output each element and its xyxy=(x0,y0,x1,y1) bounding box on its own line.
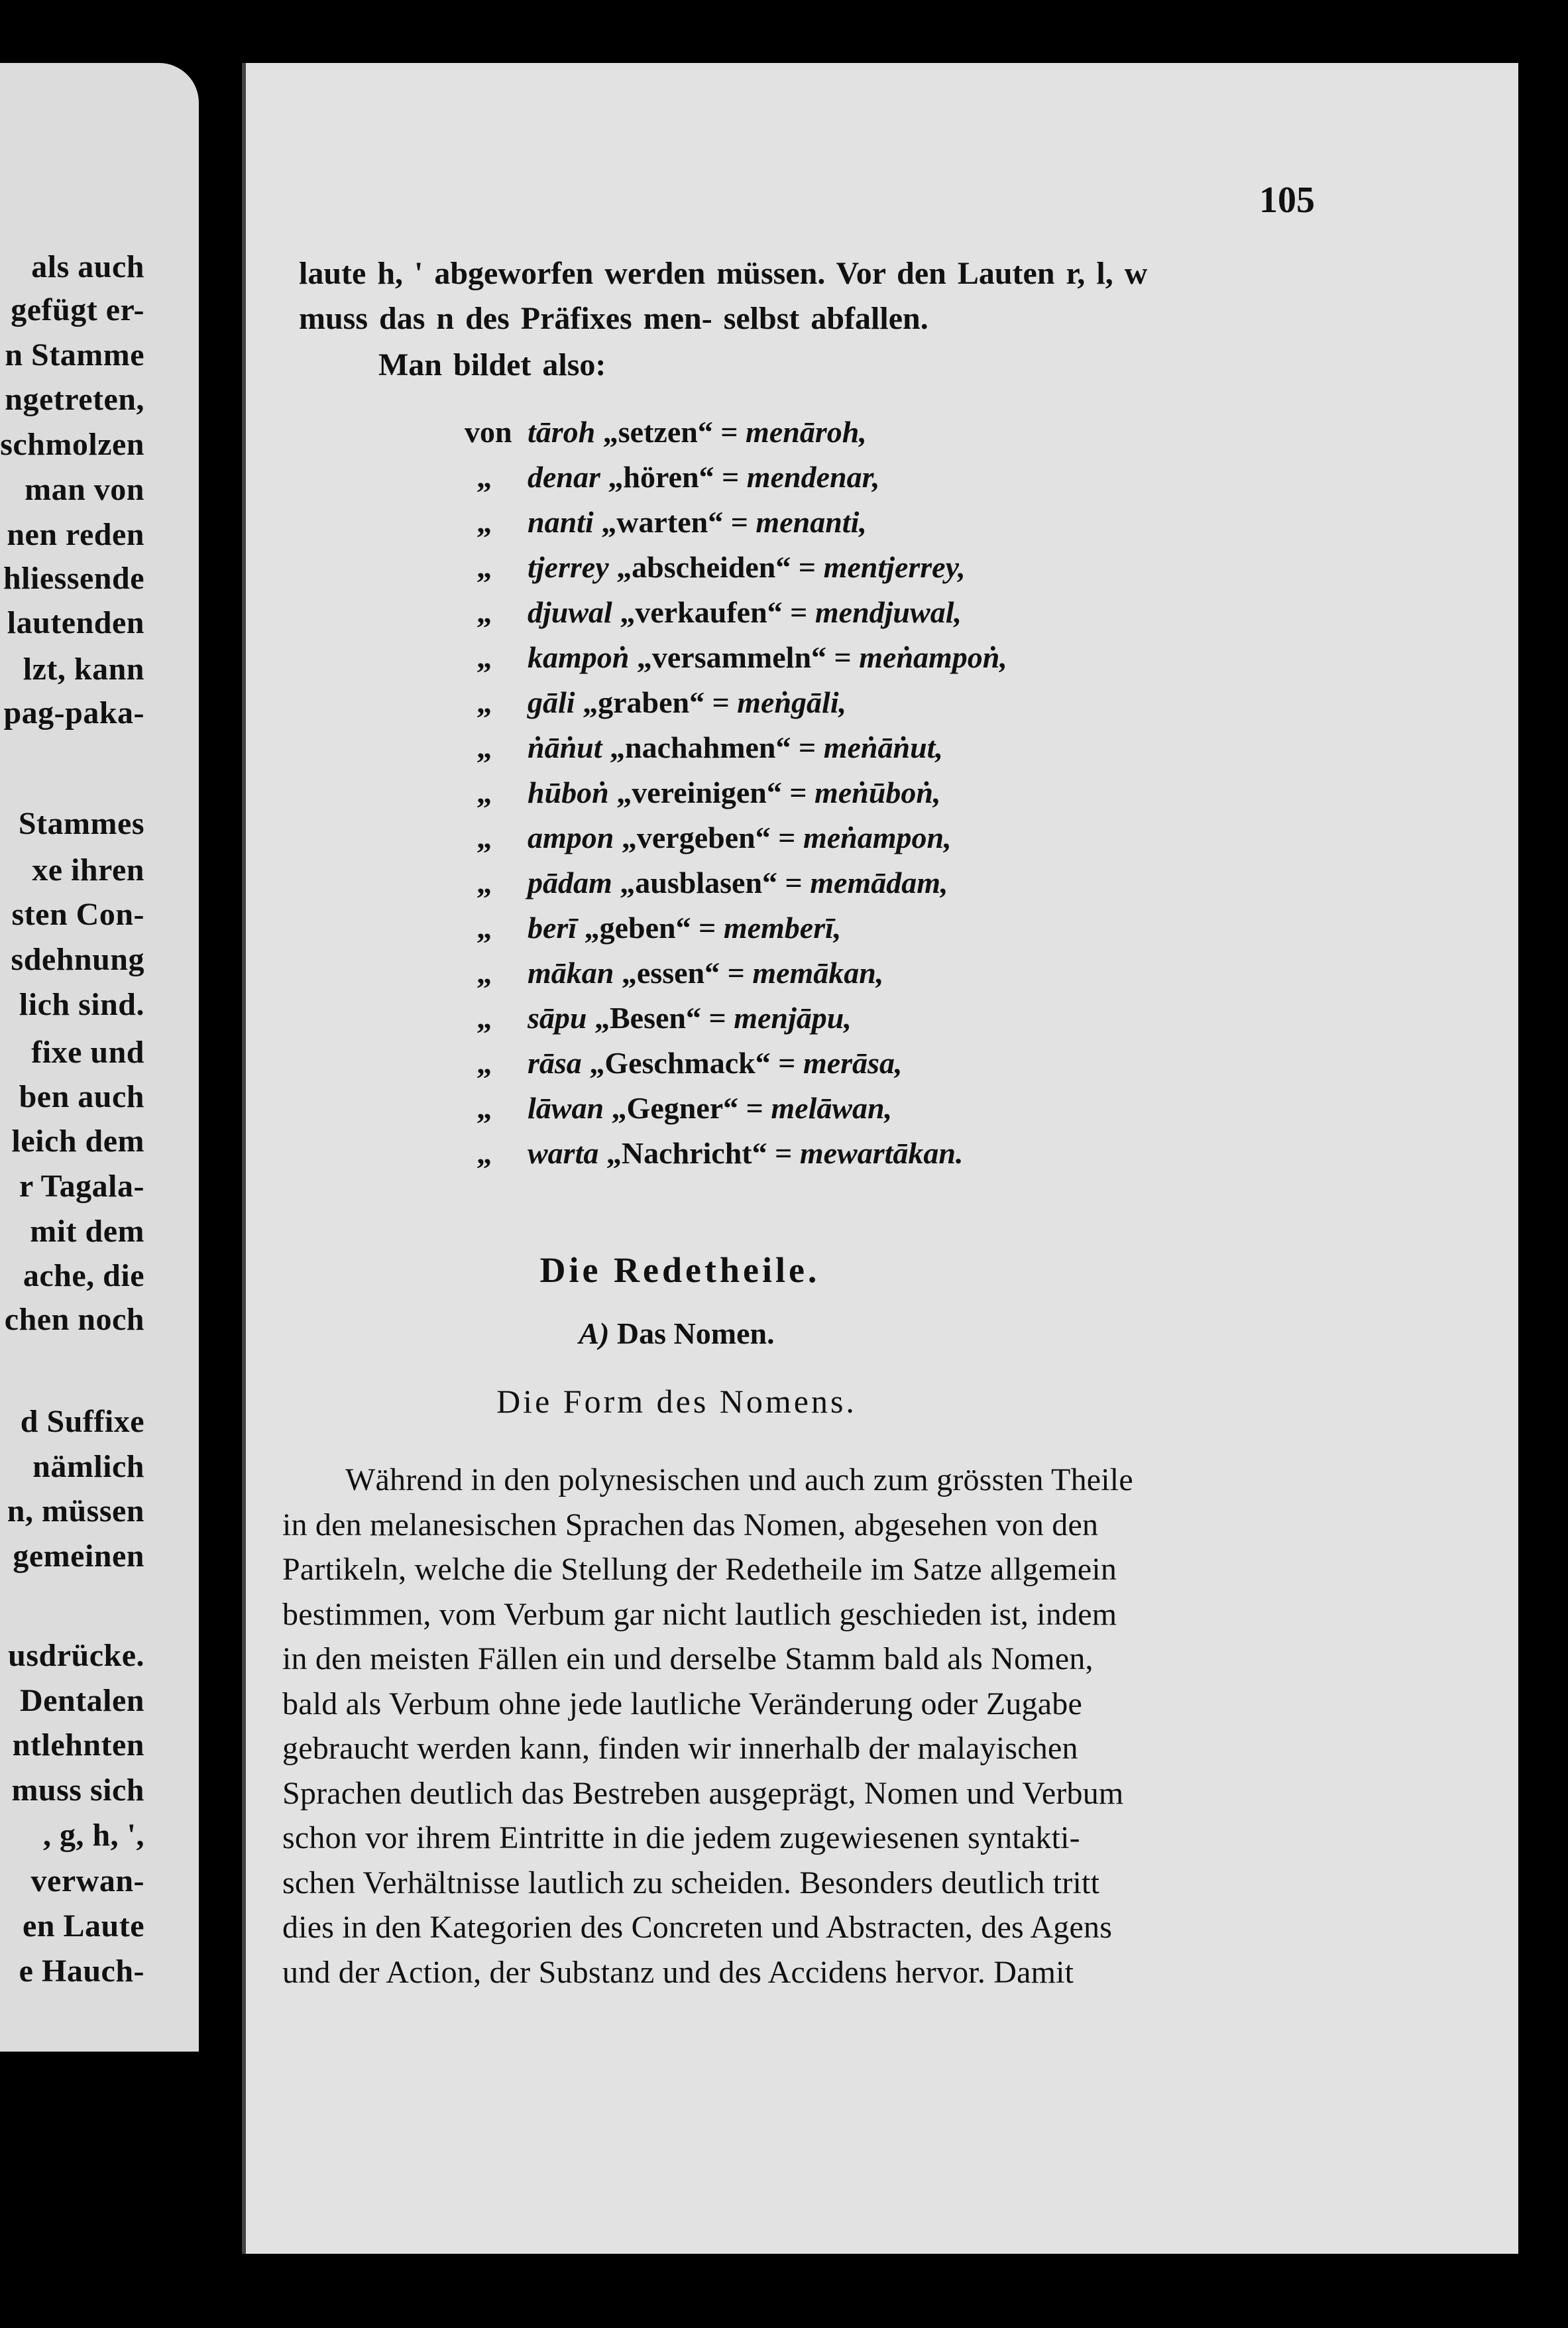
derived-form: memberī, xyxy=(723,911,842,945)
left-page-line: schmolzen xyxy=(0,427,144,462)
paragraph-line: in den meisten Fällen ein und derselbe Stamm bald als Nomen, xyxy=(282,1641,1093,1676)
row-entry xyxy=(528,595,962,630)
left-page-line: nen reden xyxy=(7,517,144,552)
paragraph-line: Partikeln, welche die Stellung der Redetheile im Satze allgemein xyxy=(282,1552,1117,1587)
root-word: sāpu xyxy=(528,1001,587,1035)
word-list-row xyxy=(465,504,1260,544)
left-page-line: r Tagala- xyxy=(19,1169,144,1204)
left-page-line: Stammes xyxy=(18,806,144,841)
left-page-line: en Laute xyxy=(23,1908,144,1944)
row-prefix: „ xyxy=(476,956,492,990)
derived-form: merāsa, xyxy=(803,1046,903,1080)
gloss: „hören“ xyxy=(608,460,714,494)
intro-line: muss das n des Präfixes men- selbst abfallen. xyxy=(299,301,928,336)
row-prefix: „ xyxy=(476,730,492,764)
root-word: hūboṅ xyxy=(528,776,609,809)
left-page-line: chen noch xyxy=(4,1302,144,1337)
left-page-line: muss sich xyxy=(11,1773,144,1808)
equals-sign: = xyxy=(798,550,816,584)
left-page-line: lich sind. xyxy=(19,987,144,1022)
row-prefix: „ xyxy=(476,505,492,539)
paragraph-line: schon vor ihrem Eintritte in die jedem zugewiesenen syntakti- xyxy=(282,1820,1080,1855)
left-page-line: mit dem xyxy=(30,1214,144,1249)
equals-sign: = xyxy=(712,685,730,719)
row-entry xyxy=(528,459,879,495)
derived-form: meṅūboṅ, xyxy=(814,776,941,809)
row-prefix: „ xyxy=(476,685,492,719)
derived-form: meṅāṅut, xyxy=(823,730,943,764)
book-gutter xyxy=(199,0,239,2328)
word-list-row xyxy=(465,955,1260,995)
equals-sign: = xyxy=(730,505,748,539)
root-word: ampon xyxy=(528,821,614,854)
derived-form: memādam, xyxy=(810,866,948,900)
derived-form: mentjerrey, xyxy=(823,550,966,584)
gloss: „ausblasen“ xyxy=(620,866,778,900)
root-word: lāwan xyxy=(528,1091,604,1125)
left-page-line: usdrücke. xyxy=(8,1638,144,1673)
word-list-row xyxy=(465,550,1260,589)
gloss: „geben“ xyxy=(584,911,691,945)
paragraph-line: bald als Verbum ohne jede lautliche Veränderung oder Zugabe xyxy=(282,1686,1082,1721)
root-word: berī xyxy=(528,911,577,945)
left-page-line: sten Con- xyxy=(11,897,144,932)
left-page-line: leich dem xyxy=(11,1124,144,1159)
row-prefix: „ xyxy=(476,866,492,900)
paragraph-line: schen Verhältnisse lautlich zu scheiden. Besonders deutlich tritt xyxy=(282,1865,1100,1900)
row-entry xyxy=(528,414,867,449)
subsection-letter: A) xyxy=(579,1316,610,1350)
equals-sign: = xyxy=(799,730,816,764)
root-word: gāli xyxy=(528,685,575,719)
word-list-row xyxy=(465,820,1260,860)
gloss: „warten“ xyxy=(601,505,724,539)
word-list-row xyxy=(465,1045,1260,1085)
gloss: „versammeln“ xyxy=(636,640,827,674)
row-entry xyxy=(528,685,846,720)
word-list-row xyxy=(465,775,1260,815)
left-page-line: d Suffixe xyxy=(20,1404,144,1439)
derived-form: menāroh, xyxy=(746,415,867,449)
row-entry xyxy=(528,1000,852,1035)
gloss: „graben“ xyxy=(583,685,705,719)
row-prefix: „ xyxy=(476,595,492,629)
word-list-row xyxy=(465,730,1260,770)
section-title: Die Redetheile. xyxy=(539,1250,820,1290)
left-page-line: lzt, kann xyxy=(23,652,144,687)
paragraph-line: Während in den polynesischen und auch zum grössten Theile xyxy=(345,1462,1133,1497)
row-prefix: „ xyxy=(476,776,492,809)
root-word: mākan xyxy=(528,956,614,990)
word-list-row xyxy=(465,1135,1260,1175)
equals-sign: = xyxy=(834,640,852,674)
equals-sign: = xyxy=(778,821,796,854)
gloss: „abscheiden“ xyxy=(616,550,791,584)
left-page-line: verwan- xyxy=(30,1863,144,1898)
paragraph-line: gebraucht werden kann, finden wir innerhalb der malayischen xyxy=(282,1731,1078,1766)
paragraph-line: und der Action, der Substanz und des Accidens hervor. Damit xyxy=(282,1954,1074,1990)
word-list-row xyxy=(465,640,1260,679)
gloss: „nachahmen“ xyxy=(610,730,791,764)
left-page-line: , g, h, ', xyxy=(42,1818,144,1853)
left-page-line: fixe und xyxy=(31,1035,144,1070)
derived-form: meṅampon, xyxy=(803,821,952,854)
derived-form: melāwan, xyxy=(771,1091,893,1125)
row-entry xyxy=(528,550,966,585)
derived-form: mewartākan. xyxy=(799,1136,964,1170)
derived-form: menjāpu, xyxy=(734,1001,852,1035)
row-prefix: „ xyxy=(476,1091,492,1125)
page-number: 105 xyxy=(1259,180,1315,221)
left-page-line: e Hauch- xyxy=(19,1953,144,1989)
equals-sign: = xyxy=(746,1091,763,1125)
intro-line: Man bildet also: xyxy=(378,347,606,382)
left-page-fragment xyxy=(0,63,199,2052)
equals-sign: = xyxy=(785,866,803,900)
gloss: „Geschmack“ xyxy=(589,1046,771,1080)
word-list-row xyxy=(465,685,1260,725)
root-word: denar xyxy=(528,460,600,494)
gloss: „Besen“ xyxy=(594,1001,701,1035)
left-page-line: xe ihren xyxy=(32,852,144,888)
root-word: ṅāṅut xyxy=(528,730,602,764)
word-list-row xyxy=(465,459,1260,499)
right-page xyxy=(242,63,1518,2254)
left-page-line: Dentalen xyxy=(20,1683,144,1718)
row-entry xyxy=(528,775,941,810)
derived-form: menanti, xyxy=(756,505,867,539)
gloss: „vereinigen“ xyxy=(616,776,782,809)
gloss: „essen“ xyxy=(621,956,720,990)
equals-sign: = xyxy=(790,595,808,629)
left-page-line: n Stamme xyxy=(5,337,144,373)
left-page-line: sdehnung xyxy=(11,942,144,977)
word-list-row xyxy=(465,1000,1260,1040)
equals-sign: = xyxy=(775,1136,793,1170)
gloss: „verkaufen“ xyxy=(620,595,783,629)
left-page-line: als auch xyxy=(31,249,144,284)
derived-form: mendjuwal, xyxy=(814,595,962,629)
row-prefix: „ xyxy=(476,460,492,494)
root-word: tjerrey xyxy=(528,550,609,584)
left-page-line: ache, die xyxy=(23,1258,144,1293)
left-page-line: gemeinen xyxy=(13,1539,144,1574)
derived-form: meṅampoṅ, xyxy=(859,640,1007,674)
paragraph-line: dies in den Kategorien des Concreten und Abstracten, des Agens xyxy=(282,1910,1113,1945)
word-list-row xyxy=(465,1090,1260,1130)
row-prefix: „ xyxy=(476,1001,492,1035)
row-entry xyxy=(528,1045,902,1080)
equals-sign: = xyxy=(699,911,716,945)
gloss: „Gegner“ xyxy=(611,1091,739,1125)
root-word: nanti xyxy=(528,505,594,539)
derived-form: meṅgāli, xyxy=(737,685,847,719)
word-list-row xyxy=(465,595,1260,634)
row-entry xyxy=(528,1135,964,1171)
row-prefix: „ xyxy=(476,640,492,674)
word-list-row xyxy=(465,910,1260,950)
row-prefix: von xyxy=(465,415,512,449)
row-prefix: „ xyxy=(476,1046,492,1080)
left-page-line: ngetreten, xyxy=(5,382,144,417)
subsection-title xyxy=(246,1316,1107,1351)
row-entry xyxy=(528,730,943,765)
equals-sign: = xyxy=(720,415,738,449)
row-entry xyxy=(528,640,1007,675)
root-word: warta xyxy=(528,1136,599,1170)
row-entry xyxy=(528,865,948,900)
left-page-line: n, müssen xyxy=(7,1493,144,1529)
intro-line: laute h, ' abgeworfen werden müssen. Vor den Lauten r, l, w xyxy=(299,256,1148,291)
equals-sign: = xyxy=(722,460,740,494)
subsection-name: Das Nomen. xyxy=(616,1316,775,1350)
root-word: rāsa xyxy=(528,1046,582,1080)
equals-sign: = xyxy=(727,956,745,990)
row-entry xyxy=(528,910,841,945)
left-page-line: ben auch xyxy=(19,1079,144,1114)
left-page-line: ntlehnten xyxy=(12,1727,144,1763)
root-word: tāroh xyxy=(528,415,596,449)
root-word: djuwal xyxy=(528,595,612,629)
paragraph-line: Sprachen deutlich das Bestreben ausgeprägt, Nomen und Verbum xyxy=(282,1775,1124,1811)
derived-form: mendenar, xyxy=(746,460,880,494)
paragraph-line: in den melanesischen Sprachen das Nomen, abgesehen von den xyxy=(282,1507,1099,1542)
row-entry xyxy=(528,1090,892,1126)
derived-form: memākan, xyxy=(752,956,884,990)
left-page-line: pag-paka- xyxy=(3,695,144,730)
left-page-line: man von xyxy=(25,472,144,507)
equals-sign: = xyxy=(789,776,807,809)
row-prefix: „ xyxy=(476,911,492,945)
gloss: „Nachricht“ xyxy=(606,1136,767,1170)
row-prefix: „ xyxy=(476,1136,492,1170)
paragraph-line: bestimmen, vom Verbum gar nicht lautlich geschieden ist, indem xyxy=(282,1596,1117,1632)
equals-sign: = xyxy=(708,1001,726,1035)
gloss: „vergeben“ xyxy=(621,821,771,854)
left-page-line: nämlich xyxy=(32,1449,144,1484)
row-entry xyxy=(528,820,952,855)
left-page-line: lautenden xyxy=(7,605,144,640)
gloss: „setzen“ xyxy=(602,415,713,449)
row-prefix: „ xyxy=(476,821,492,854)
row-prefix: „ xyxy=(476,550,492,584)
row-entry xyxy=(528,955,883,990)
left-page-line: hliessende xyxy=(3,561,144,596)
root-word: kampoṅ xyxy=(528,640,630,674)
word-list-row xyxy=(465,414,1260,454)
equals-sign: = xyxy=(778,1046,796,1080)
left-page-line: gefügt er- xyxy=(11,292,144,327)
subsubsection-title: Die Form des Nomens. xyxy=(496,1383,857,1420)
row-entry xyxy=(528,504,867,540)
root-word: pādam xyxy=(528,866,612,900)
word-list-row xyxy=(465,865,1260,905)
